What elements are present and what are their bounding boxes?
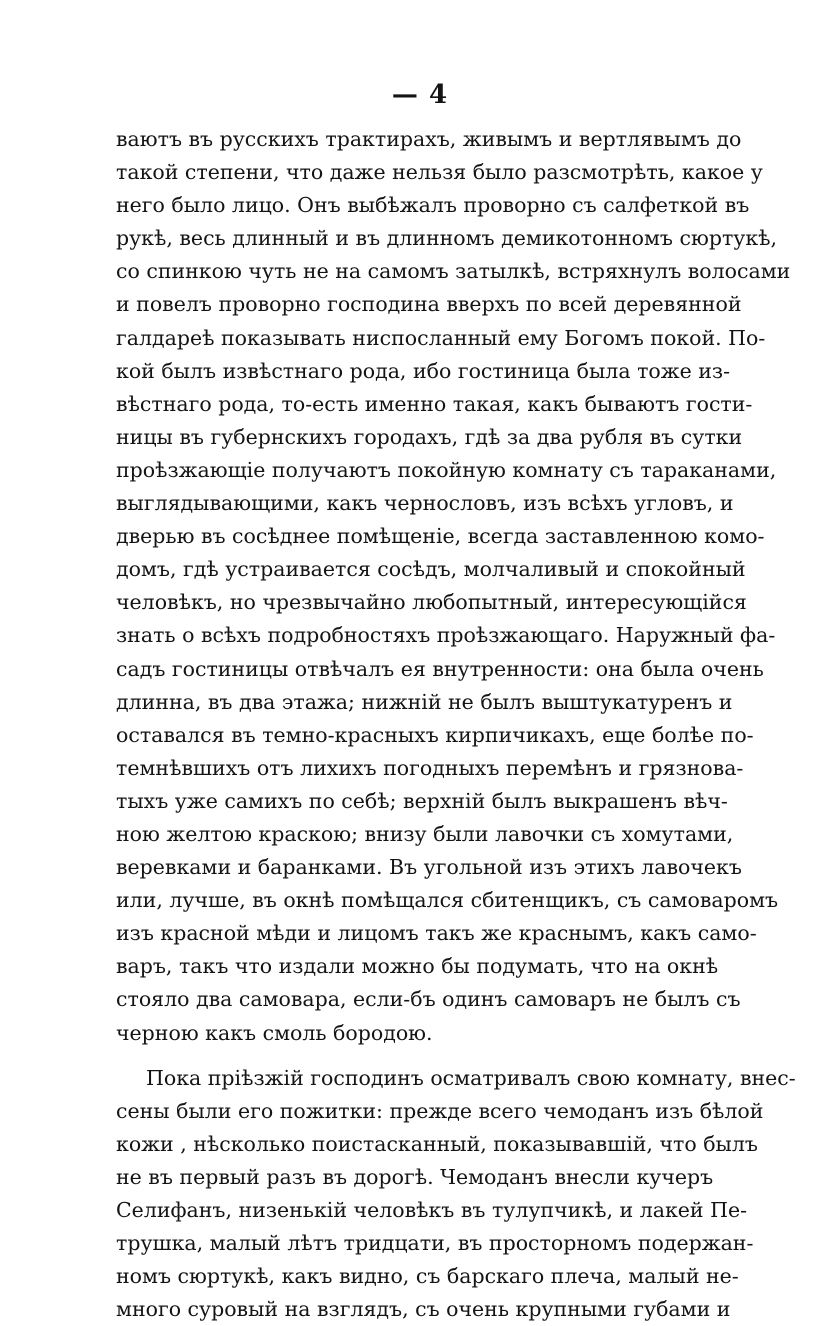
text-line: черною какъ смоль бородою.: [116, 1020, 433, 1045]
body-text: [116, 123, 796, 1326]
text-line: ваютъ въ русскихъ трактирахъ, живымъ и вертлявымъ до: [116, 127, 742, 151]
text-line: ною желтою краскою; внизу были лавочки съ хомутами,: [116, 821, 734, 846]
text-line: Селифанъ, низенькій человѣкъ въ тулупчикѣ, и лакей Пе-: [116, 1198, 748, 1222]
text-line: человѣкъ, но чрезвычайно любопытный, интересующійся: [116, 590, 747, 615]
text-line: галдареѣ показывать ниспосланный ему Богомъ покой. По-: [116, 325, 766, 350]
text-line: сены были его пожитки: прежде всего чемоданъ изъ бѣлой: [116, 1098, 764, 1123]
text-line: ницы въ губернскихъ городахъ, гдѣ за два рубля въ сутки: [116, 424, 743, 449]
text-line: со спинкою чуть не на самомъ затылкѣ, встряхнулъ волосами: [116, 259, 791, 284]
paragraph: [116, 123, 791, 1050]
text-line: трушка, малый лѣтъ тридцати, въ просторномъ подержан-: [116, 1231, 754, 1256]
text-line: оставался въ темно-красныхъ кирпичикахъ, еще болѣе по-: [116, 722, 754, 747]
text-line: дверью въ сосѣднее помѣщеніе, всегда заставленною комо-: [116, 524, 765, 549]
paragraph-gap: [116, 1050, 698, 1062]
text-line: варъ, такъ что издали можно бы подумать, что на окнѣ: [116, 954, 719, 979]
text-line: проѣзжающіе получаютъ покойную комнату съ тараканами,: [116, 457, 777, 482]
text-line: или, лучше, въ окнѣ помѣщался сбитенщикъ, съ самоваромъ: [116, 888, 779, 913]
text-line: веревками и баранками. Въ угольной изъ этихъ лавочекъ: [116, 855, 742, 880]
text-line: него было лицо. Онъ выбѣжалъ проворно съ салфеткой въ: [116, 193, 750, 218]
text-line: длинна, въ два этажа; нижній не былъ выштукатуренъ и: [116, 689, 733, 714]
text-line: выглядывающими, какъ чернословъ, изъ всѣхъ угловъ, и: [116, 491, 734, 516]
page-number: — 4: [391, 80, 449, 110]
text-line: садъ гостиницы отвѣчалъ ея внутренности: она была очень: [116, 656, 764, 681]
text-line: кой былъ извѣстнаго рода, ибо гостиница была тоже из-: [116, 358, 731, 383]
text-line: вѣстнаго рода, то-есть именно такая, какъ бываютъ гости-: [116, 391, 753, 416]
text-line: домъ, гдѣ устраивается сосѣдъ, молчаливый и спокойный: [116, 557, 746, 582]
text-line: стояло два самовара, если-бъ одинъ самоваръ не былъ съ: [116, 987, 741, 1012]
text-line: и повелъ проворно господина вверхъ по всей деревянной: [116, 292, 742, 317]
text-line: кожи , нѣсколько поистасканный, показывавшій, что былъ: [116, 1131, 758, 1156]
text-line: рукѣ, весь длинный и въ длинномъ демикотонномъ сюртукѣ,: [116, 226, 778, 251]
text-line: темнѣвшихъ отъ лихихъ погодныхъ перемѣнъ и грязнова-: [116, 755, 744, 780]
text-line: знать о всѣхъ подробностяхъ проѣзжающаго. Наружный фа-: [116, 623, 776, 648]
text-line: тыхъ уже самихъ по себѣ; верхній былъ выкрашенъ вѣч-: [116, 788, 728, 813]
text-line: такой степени, что даже нельзя было разсмотрѣть, какое у: [116, 160, 763, 185]
text-line: изъ красной мѣди и лицомъ такъ же краснымъ, какъ само-: [116, 921, 757, 946]
text-line: не въ первый разъ въ дорогѣ. Чемоданъ внесли кучеръ: [116, 1164, 714, 1189]
text-line: номъ сюртукѣ, какъ видно, съ барскаго плеча, малый не-: [116, 1264, 739, 1289]
text-line: Пока пріѣзжій господинъ осматривалъ свою комнату, внес-: [146, 1065, 796, 1090]
text-line: много суровый на взглядъ, съ очень крупными губами и: [116, 1297, 731, 1322]
paragraph: [116, 1062, 796, 1326]
